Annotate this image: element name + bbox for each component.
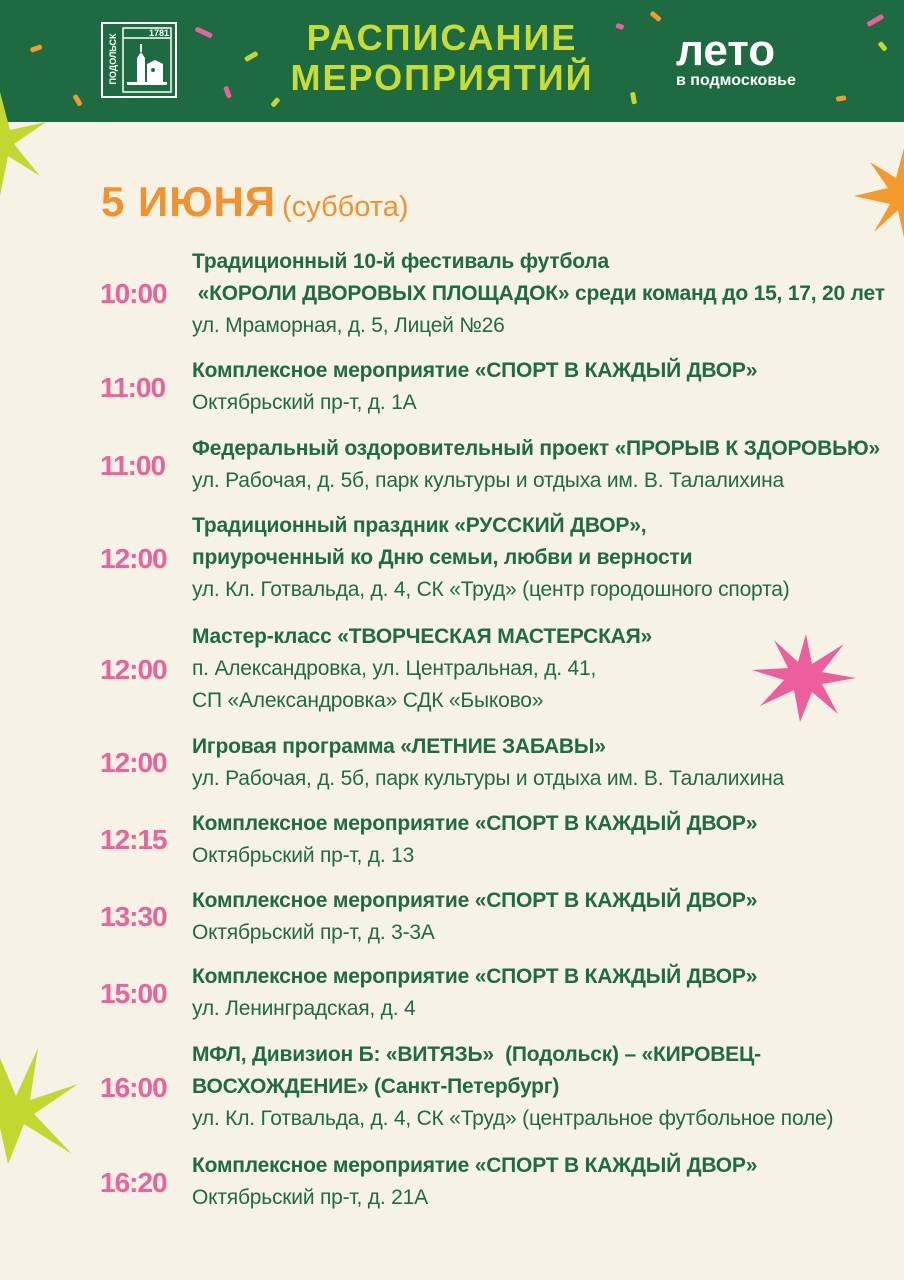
- event-details: [192, 731, 892, 795]
- event-title: МФЛ, Дивизион Б: «ВИТЯЗЬ» (Подольск) – «КИРОВЕЦ-: [192, 1043, 761, 1066]
- event-time: 12:00: [100, 654, 167, 685]
- event-address: СП «Александровка» СДК «Быково»: [192, 689, 544, 712]
- event-time: 12:00: [100, 747, 167, 778]
- event-time: 16:20: [100, 1167, 167, 1198]
- emblem-year: 1781: [149, 28, 170, 38]
- event-details: [192, 808, 892, 872]
- event-address: ул. Кл. Готвальда, д. 4, СК «Труд» (центральное футбольное поле): [192, 1107, 834, 1130]
- event-title: Комплексное мероприятие «СПОРТ В КАЖДЫЙ ДВОР»: [192, 812, 758, 835]
- event-title: Комплексное мероприятие «СПОРТ В КАЖДЫЙ ДВОР»: [192, 965, 758, 988]
- event-address: Октябрьский пр-т, д. 13: [192, 844, 415, 867]
- event-details: [192, 355, 892, 419]
- date-day: 5 ИЮНЯ: [101, 178, 277, 225]
- event-details: [192, 433, 892, 497]
- event-title: «КОРОЛИ ДВОРОВЫХ ПЛОЩАДОК» среди команд до 15, 17, 20 лет: [192, 282, 885, 305]
- event-time: 13:30: [100, 901, 167, 932]
- event-time: 11:00: [100, 450, 166, 481]
- event-title: Комплексное мероприятие «СПОРТ В КАЖДЫЙ ДВОР»: [192, 889, 758, 912]
- event-address: ул. Мраморная, д. 5, Лицей №26: [192, 314, 505, 337]
- brand-logo-main: лето: [676, 26, 776, 75]
- emblem-city-name: ПОДОЛЬСК: [108, 33, 118, 85]
- event-time: 11:00: [100, 372, 166, 403]
- event-title: Игровая программа «ЛЕТНИЕ ЗАБАВЫ»: [192, 735, 606, 758]
- event-title: Традиционный праздник «РУССКИЙ ДВОР»,: [192, 514, 647, 537]
- event-title: ВОСХОЖДЕНИЕ» (Санкт-Петербург): [192, 1075, 560, 1098]
- page-title-line-2: МЕРОПРИЯТИЙ: [290, 57, 594, 98]
- event-title: Традиционный 10-й фестиваль футбола: [192, 250, 609, 273]
- brand-logo-sub: в подмосковье: [676, 72, 796, 89]
- event-details: [192, 961, 892, 1025]
- event-title: Федеральный оздоровительный проект «ПРОРЫВ К ЗДОРОВЬЮ»: [192, 437, 880, 460]
- event-details: [192, 1039, 892, 1135]
- event-address: ул. Рабочая, д. 5б, парк культуры и отдыха им. В. Талалихина: [192, 767, 784, 790]
- event-title: Мастер-класс «ТВОРЧЕСКАЯ МАСТЕРСКАЯ»: [192, 625, 653, 648]
- event-time: 12:15: [100, 824, 167, 855]
- page-title-line-1: РАСПИСАНИЕ: [306, 17, 578, 58]
- event-address: Октябрьский пр-т, д. 21А: [192, 1186, 428, 1209]
- event-time: 16:00: [100, 1072, 167, 1103]
- event-details: [192, 1150, 892, 1214]
- event-address: ул. Кл. Готвальда, д. 4, СК «Труд» (центр городошного спорта): [192, 578, 790, 601]
- event-time: 10:00: [100, 278, 167, 309]
- event-details: [192, 885, 892, 949]
- event-address: Октябрьский пр-т, д. 1А: [192, 391, 417, 414]
- event-address: Октябрьский пр-т, д. 3-3А: [192, 921, 435, 944]
- event-title: Комплексное мероприятие «СПОРТ В КАЖДЫЙ ДВОР»: [192, 1154, 758, 1177]
- event-details: [192, 621, 892, 717]
- event-title: Комплексное мероприятие «СПОРТ В КАЖДЫЙ ДВОР»: [192, 359, 758, 382]
- event-title: приуроченный ко Дню семьи, любви и верности: [192, 546, 693, 569]
- event-details: [192, 246, 892, 342]
- event-address: п. Александровка, ул. Центральная, д. 41,: [192, 657, 597, 680]
- event-time: 15:00: [100, 978, 167, 1009]
- date-weekday: (суббота): [282, 191, 409, 223]
- event-address: ул. Ленинградская, д. 4: [192, 997, 416, 1020]
- event-time: 12:00: [100, 543, 167, 574]
- event-address: ул. Рабочая, д. 5б, парк культуры и отдыха им. В. Талалихина: [192, 469, 784, 492]
- event-details: [192, 510, 892, 606]
